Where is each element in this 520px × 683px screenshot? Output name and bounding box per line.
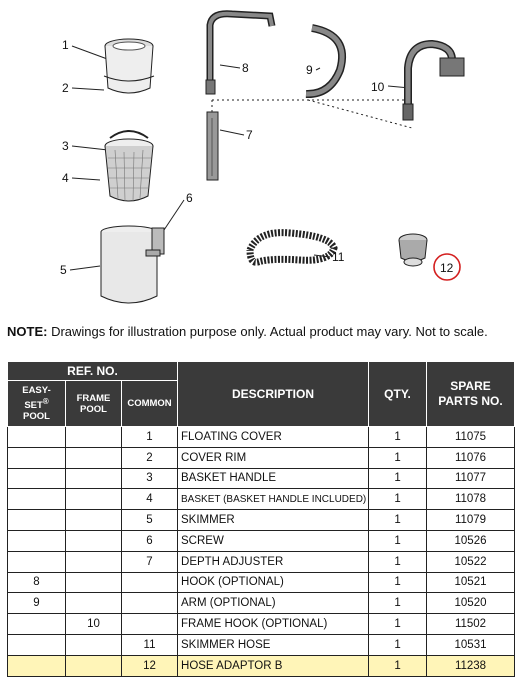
skimmer-hose-drawing	[250, 233, 334, 263]
easy-set-cell	[8, 447, 66, 468]
frame-pool-cell	[66, 447, 122, 468]
skimmer-drawing	[101, 226, 164, 303]
callout-7: 7	[246, 128, 253, 142]
easy-set-cell: 8	[8, 572, 66, 593]
common-cell: 4	[122, 489, 178, 510]
frame-pool-header	[66, 381, 122, 427]
depth-adjuster-drawing	[207, 112, 218, 180]
note-text: Drawings for illustration purpose only. Actual product may vary. Not to scale.	[51, 324, 488, 339]
frame-pool-cell	[66, 427, 122, 448]
callout-11: 11	[332, 250, 345, 264]
common-cell: 7	[122, 551, 178, 572]
qty-cell: 1	[369, 551, 427, 572]
table-row	[8, 634, 515, 655]
callout-5: 5	[60, 263, 67, 277]
frame-pool-cell	[66, 468, 122, 489]
description-cell: HOOK (OPTIONAL)	[178, 572, 369, 593]
table-row	[8, 614, 515, 635]
qty-cell: 1	[369, 427, 427, 448]
frame-pool-line2: POOL	[80, 403, 107, 415]
part-no-cell: 10522	[427, 551, 515, 572]
description-header: DESCRIPTION	[178, 362, 369, 427]
frame-pool-cell	[66, 593, 122, 614]
note-label: NOTE:	[7, 324, 48, 339]
table-row	[8, 468, 515, 489]
qty-header: QTY.	[369, 362, 427, 427]
common-cell	[122, 614, 178, 635]
part-no-cell: 11238	[427, 655, 515, 676]
common-cell	[122, 593, 178, 614]
easy-set-pool-header	[8, 381, 66, 427]
part-no-cell: 10521	[427, 572, 515, 593]
easy-set-cell	[8, 468, 66, 489]
description-cell: FLOATING COVER	[178, 427, 369, 448]
callout-2: 2	[62, 81, 69, 95]
part-no-cell: 11076	[427, 447, 515, 468]
frame-pool-cell	[66, 572, 122, 593]
spare-parts-table	[7, 361, 515, 677]
callout-1: 1	[62, 38, 69, 52]
description-cell: COVER RIM	[178, 447, 369, 468]
callout-10: 10	[371, 80, 385, 94]
hose-adaptor-drawing	[399, 234, 427, 266]
frame-pool-cell	[66, 551, 122, 572]
disclaimer-note	[7, 323, 512, 340]
callout-8: 8	[242, 61, 249, 75]
hook-drawing	[206, 14, 272, 94]
easy-set-line2: SET	[24, 400, 43, 412]
frame-pool-cell	[66, 510, 122, 531]
qty-cell: 1	[369, 655, 427, 676]
easy-set-line1: EASY-	[22, 384, 51, 396]
easy-set-cell	[8, 655, 66, 676]
table-row	[8, 593, 515, 614]
qty-cell: 1	[369, 468, 427, 489]
table-row	[8, 530, 515, 551]
table-row	[8, 655, 515, 676]
qty-cell: 1	[369, 447, 427, 468]
description-cell: SKIMMER	[178, 510, 369, 531]
frame-pool-cell: 10	[66, 614, 122, 635]
frame-hook-drawing	[403, 44, 464, 120]
easy-set-line3: POOL	[23, 411, 50, 423]
part-no-cell: 11077	[427, 468, 515, 489]
part-no-cell: 11075	[427, 427, 515, 448]
callout-9: 9	[306, 63, 313, 77]
registered-mark: ®	[42, 396, 49, 406]
qty-cell: 1	[369, 593, 427, 614]
callout-4: 4	[62, 171, 69, 185]
common-header: COMMON	[122, 381, 178, 427]
description-cell: BASKET (BASKET HANDLE INCLUDED)	[178, 489, 369, 510]
table-row	[8, 510, 515, 531]
qty-cell: 1	[369, 489, 427, 510]
easy-set-cell	[8, 510, 66, 531]
common-cell: 5	[122, 510, 178, 531]
spare-parts-line2: PARTS NO.	[438, 394, 503, 408]
easy-set-cell	[8, 489, 66, 510]
parts-exploded-diagram	[0, 0, 520, 318]
qty-cell: 1	[369, 634, 427, 655]
callout-6: 6	[186, 191, 193, 205]
frame-pool-cell	[66, 655, 122, 676]
description-cell: DEPTH ADJUSTER	[178, 551, 369, 572]
description-cell: HOSE ADAPTOR B	[178, 655, 369, 676]
part-no-cell: 11502	[427, 614, 515, 635]
part-no-cell: 11079	[427, 510, 515, 531]
easy-set-cell: 9	[8, 593, 66, 614]
common-cell: 6	[122, 530, 178, 551]
description-cell: SKIMMER HOSE	[178, 634, 369, 655]
common-cell	[122, 572, 178, 593]
callout-12: 12	[440, 261, 454, 275]
common-cell: 1	[122, 427, 178, 448]
easy-set-cell	[8, 551, 66, 572]
easy-set-cell	[8, 614, 66, 635]
description-cell: BASKET HANDLE	[178, 468, 369, 489]
ref-no-header: REF. NO.	[8, 362, 178, 381]
easy-set-cell	[8, 427, 66, 448]
spare-parts-line1: SPARE	[450, 379, 491, 393]
part-no-cell: 10526	[427, 530, 515, 551]
frame-pool-cell	[66, 530, 122, 551]
qty-cell: 1	[369, 572, 427, 593]
common-cell: 11	[122, 634, 178, 655]
qty-cell: 1	[369, 614, 427, 635]
frame-pool-cell	[66, 634, 122, 655]
easy-set-cell	[8, 634, 66, 655]
description-cell: ARM (OPTIONAL)	[178, 593, 369, 614]
floating-cover-drawing	[104, 39, 154, 93]
spare-parts-no-header	[427, 362, 515, 427]
arm-drawing	[306, 28, 342, 94]
qty-cell: 1	[369, 510, 427, 531]
basket-drawing	[105, 131, 153, 201]
qty-cell: 1	[369, 530, 427, 551]
callout-3: 3	[62, 139, 69, 153]
table-row	[8, 427, 515, 448]
common-cell: 12	[122, 655, 178, 676]
description-cell: SCREW	[178, 530, 369, 551]
description-cell: FRAME HOOK (OPTIONAL)	[178, 614, 369, 635]
common-cell: 2	[122, 447, 178, 468]
frame-pool-line1: FRAME	[76, 392, 111, 404]
part-no-cell: 11078	[427, 489, 515, 510]
table-row	[8, 572, 515, 593]
table-row	[8, 447, 515, 468]
table-row	[8, 551, 515, 572]
common-cell: 3	[122, 468, 178, 489]
part-no-cell: 10520	[427, 593, 515, 614]
frame-pool-cell	[66, 489, 122, 510]
easy-set-cell	[8, 530, 66, 551]
part-no-cell: 10531	[427, 634, 515, 655]
table-row	[8, 489, 515, 510]
